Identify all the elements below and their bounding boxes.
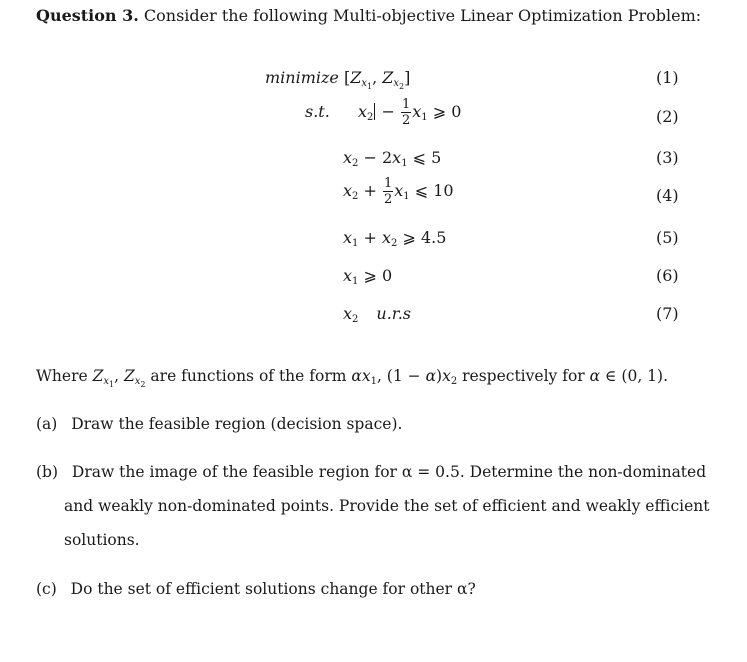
urs-label: u.r.s: [376, 304, 411, 323]
constraint-6: $x_1$ ⩾ 0: [343, 266, 393, 287]
eq-number-5: (5): [656, 228, 679, 247]
part-c-label: (c): [36, 580, 57, 598]
eq-number-6: (6): [656, 266, 679, 285]
question-number: Question 3.: [36, 6, 139, 25]
part-b-text-3: solutions.: [64, 531, 140, 549]
objective-line: [265, 68, 410, 91]
question-header: [36, 6, 701, 25]
eq-number-3: (3): [656, 148, 679, 167]
part-a-text: Draw the feasible region (decision space).: [71, 415, 403, 433]
minimize-label: minimize: [265, 68, 339, 87]
constraint-4: $x_2$ + $\frac{1}{2}$ $x_1$ ⩽ 10: [343, 176, 454, 207]
part-b-label: (b): [36, 463, 59, 481]
part-c-text: Do the set of efficient solutions change for other α?: [70, 580, 476, 598]
eq-number-2: (2): [656, 107, 679, 126]
constraint-2: s.t. $x_2$ − $\frac{1}{2}$ $x_1$ ⩾ 0: [305, 97, 462, 128]
st-label: s.t.: [305, 102, 330, 121]
text-cursor: [374, 103, 375, 120]
eq-number-4: (4): [656, 186, 679, 205]
constraint-7: $x_2$ u.r.s: [343, 304, 411, 325]
eq-number-1: (1): [656, 68, 679, 87]
objective-expression: [$Z_{x_1}$, $Z_{x_2}$]: [344, 68, 411, 91]
part-a: [36, 415, 402, 433]
part-b-text-1: Draw the image of the feasible region for α = 0.5. Determine the non-dominated: [71, 463, 707, 481]
part-a-label: (a): [36, 415, 58, 433]
constraint-5: $x_1 + x_2$ ⩾ 4.5: [343, 228, 447, 249]
part-b-text-2: and weakly non-dominated points. Provide the set of efficient and weakly efficient: [64, 497, 710, 515]
part-b-line-1: [36, 463, 706, 481]
part-c: [36, 580, 476, 598]
where-line: Where $Z_{x_1}$, $Z_{x_2}$ are functions of the form $\alpha x_1$, $(1 - \alpha)x_2$ respectively for α ∈ (0, 1).: [36, 367, 669, 389]
question-intro: Consider the following Multi-objective Linear Optimization Problem:: [143, 6, 702, 25]
eq-number-7: (7): [656, 304, 679, 323]
constraint-3: $x_2 - 2x_1$ ⩽ 5: [343, 148, 442, 169]
